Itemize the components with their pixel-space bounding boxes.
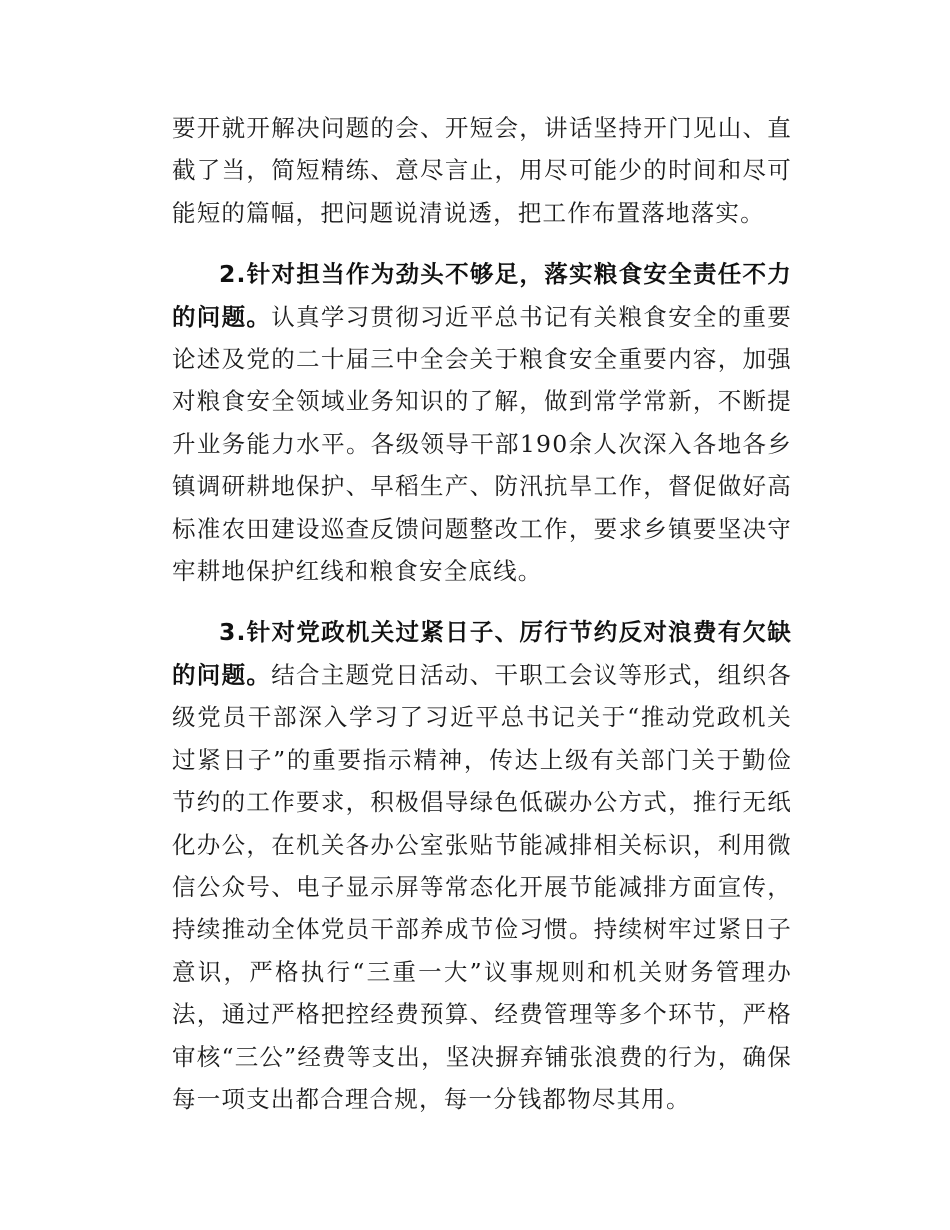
paragraph-grain-security xyxy=(172,253,792,592)
paragraph-text: 结合主题党日活动、干职工会议等形式，组织各级党员干部深入学习了习近平总书记关于“推动党政机关过紧日子”的重要指示精神，传达上级有关部门关于勤俭节约的工作要求，积极倡导绿色低碳办公方式，推行无纸化办公，在机关各办公室张贴节能减排相关标识，利用微信公众号、电子显示屏等常态化开展节能减排方面宣传，持续推动全体党员干部养成节俭习惯。持续树牢过紧日子意识，严格执行“三重一大”议事规则和机关财务管理办法，通过严格把控经费预算、经费管理等多个环节，严格审核“三公”经费等支出，坚决摒弃铺张浪费的行为，确保每一项支出都合理合规，每一分钱都物尽其用。 xyxy=(172,660,792,1113)
paragraph-meeting-efficiency xyxy=(172,107,792,234)
document-page xyxy=(172,107,792,1120)
paragraph-frugality xyxy=(172,611,792,1120)
section-heading-frugality: 3.针对党政机关过紧日子、厉行节约反对浪费有欠缺的问题。 xyxy=(172,618,792,689)
section-heading-grain-security: 2.针对担当作为劲头不够足，落实粮食安全责任不力的问题。 xyxy=(172,260,792,331)
paragraph-text: 认真学习贯彻习近平总书记有关粮食安全的重要论述及党的二十届三中全会关于粮食安全重要内容，加强对粮食安全领域业务知识的了解，做到常学常新，不断提升业务能力水平。各级领导干部190余人次深入各地各乡镇调研耕地保护、早稻生产、防汛抗旱工作，督促做好高标准农田建设巡查反馈问题整改工作，要求乡镇要坚决守牢耕地保护红线和粮食安全底线。 xyxy=(172,302,792,586)
paragraph-text: 要开就开解决问题的会、开短会，讲话坚持开门见山、直截了当，简短精练、意尽言止，用尽可能少的时间和尽可能短的篇幅，把问题说清说透，把工作布置落地落实。 xyxy=(172,114,792,227)
